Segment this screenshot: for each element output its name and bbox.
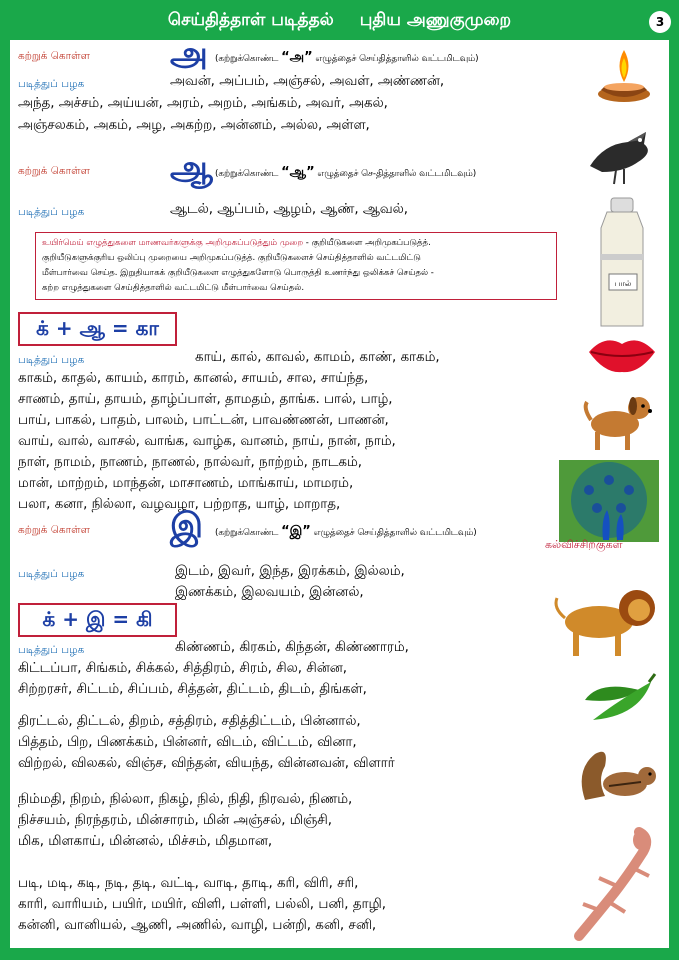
bottom-frame <box>0 948 679 960</box>
note-i: (கற்றுக்கொண்ட “இ” எழுத்தைச் செய்தித்தாளில் வட்டமிடவும்) <box>215 524 477 539</box>
word-line: காரி, வாரியம், பயிர், மயிர், விளி, பள்ளி, பல்லி, பனி, தாழி, <box>18 897 386 912</box>
word-line: காய், கால், காவல், காமம், காண், காகம், <box>195 350 440 365</box>
word-line: பித்தம், பிற, பிணக்கம், பின்னர், விடம், விட்டம், வினா, <box>18 735 357 750</box>
letter-i: இ <box>170 506 204 546</box>
formula-ki: க் + இ = கி <box>18 603 177 637</box>
practice-label-ki: படித்துப் பழக <box>18 644 85 656</box>
word-line: விற்றல், விலகல், விஞ்ச, விந்தன், வியந்த, வின்னவன், விளார் <box>18 756 395 771</box>
letter-aa: ஆ <box>170 148 213 188</box>
word-line: மான், மாற்றம், மாந்தன், மாசாணம், மாங்காய், மாமரம், <box>18 476 354 491</box>
info-heading: உயிர்மெய் எழுத்துகளை மாணவர்களுக்கு அறிமுகப்படுத்தும் முறை <box>42 238 304 248</box>
word-line: அஞ்சலகம், அகம், அழ, அகற்ற, அன்னம், அல்ல, அள்ள, <box>18 118 370 133</box>
word-line: இடம், இவர், இந்த, இரக்கம், இல்லம், <box>175 564 405 579</box>
practice-label-aa: படித்துப் பழக <box>18 206 85 218</box>
crow-icon <box>584 122 659 187</box>
header-title-right: புதிய அணுகுமுறை <box>359 10 512 30</box>
word-line: அந்த, அச்சம், அய்யன், அரம், அறம், அங்கம், அவர், அகல், <box>18 96 388 111</box>
formula-kaa: க் + ஆ = கா <box>18 312 177 346</box>
info-text: கற்ற எழுத்துகளை செய்தித்தாளில் வட்டமிட்டு மீள்பார்வை செய்தல். <box>42 283 305 293</box>
word-line: கிட்டப்பா, சிங்கம், சிக்கல், சித்திரம், சிரம், சில, சின்ன, <box>18 661 347 676</box>
practice-label-kaa: படித்துப் பழக <box>18 354 85 366</box>
practice-label-i: படித்துப் பழக <box>18 568 85 580</box>
word-line: கன்னி, வானியல், ஆணி, அணில், வாழி, பன்றி, கனி, சனி, <box>18 918 377 933</box>
word-line: நிச்சயம், நிரந்தரம், மின்சாரம், மின் அஞ்சல், மிஞ்சி, <box>18 813 333 828</box>
word-line: பலா, கனா, நில்லா, வழவழா, பற்றாத, யாழ், மாறாத, <box>18 497 341 512</box>
learn-label-aa: கற்றுக் கொள்ள <box>18 165 91 177</box>
practice-label-a: படித்துப் பழக <box>18 78 85 90</box>
milk-can-icon <box>585 194 659 334</box>
word-line: பாய், பாகல், பாதம், பாலம், பாட்டன், பாவண்ணன், பாணன், <box>18 413 389 428</box>
word-line: படி, மடி, கடி, நடி, தடி, வட்டி, வாடி, தாடி, கரி, விரி, சரி, <box>18 876 359 891</box>
worksheet <box>10 40 669 948</box>
word-line: நாள், நாமம், நாணம், நாணல், நால்வர், நாற்றம், நாடகம், <box>18 455 362 470</box>
word-line: நிம்மதி, நிறம், நில்லா, நிகழ், நில், நிதி, நிரவல், நிணம், <box>18 792 353 807</box>
info-text: - குறியீடுகளை அறிமுகப்படுத்த். <box>303 238 431 248</box>
word-line: இணக்கம், இலவயம், இன்னல், <box>175 585 364 600</box>
peacock-icon <box>559 460 659 542</box>
note-a: (கற்றுக்கொண்ட “அ” எழுத்தைச் செய்தித்தாளில் வட்டமிடவும்) <box>215 50 479 65</box>
picture-caption: கல்விச்சிறகுகள் <box>545 538 623 551</box>
word-line: சிற்றரசர், சிட்டம், சிப்பம், சித்தன், திட்டம், திடம், திங்கள், <box>18 682 367 697</box>
letter-a: அ <box>170 40 208 74</box>
teaching-method-box <box>35 232 557 300</box>
page-number: 3 <box>649 11 671 33</box>
chilli-icon <box>579 670 659 730</box>
word-line: கிண்ணம், கிரகம், கிந்தன், கிண்ணாரம், <box>175 640 409 655</box>
info-text: மீள்பார்வை செய்த. இறுதியாகக் குறியீடுகளை எழுத்துகளோடு பொருத்தி உணர்ந்து ஒலிக்கச் செய்தல் - <box>42 268 434 278</box>
word-line: சாணம், தாய், தாயம், தாழ்ப்பாள், தாமதம், தாங்க. பால், பாழ், <box>18 392 393 407</box>
word-line: அவன், அப்பம், அஞ்சல், அவள், அண்ணன், <box>170 74 445 89</box>
word-line: மிக, மிளகாய், மின்னல், மிச்சம், மிதமான, <box>18 834 273 849</box>
svg-text:பால்: பால் <box>614 279 632 288</box>
page-header <box>0 0 679 42</box>
lips-icon <box>585 330 659 376</box>
word-line: காகம், காதல், காயம், காரம், கானல், சாயம், சால, சாய்ந்த, <box>18 371 369 386</box>
word-line: திரட்டல், திட்டல், திறம், சத்திரம், சதித்திட்டம், பின்னால், <box>18 714 361 729</box>
word-line: ஆடல், ஆப்பம், ஆழம், ஆண், ஆவல், <box>170 202 408 217</box>
lion-icon <box>551 578 663 660</box>
note-aa: (கற்றுக்கொண்ட “ஆ” எழுத்தைச் செ-தித்தாளில் வட்டமிடவும்) <box>215 165 477 180</box>
dog-icon <box>579 386 659 454</box>
lamp-icon <box>589 44 659 104</box>
learn-label-i: கற்றுக் கொள்ள <box>18 524 91 536</box>
learn-label-a: கற்றுக் கொள்ள <box>18 50 91 62</box>
lizard-icon <box>569 826 659 942</box>
info-text: குறியீடுகளுக்குரிய ஒலிப்பு முறையை அறிமுகப்படுத்த். குறியீடுகளைச் செய்தித்தாளில் வட்டமிட்டு <box>42 253 421 263</box>
header-title-left: செய்தித்தாள் படித்தல் <box>167 10 334 30</box>
squirrel-icon <box>575 740 659 810</box>
word-line: வாய், வால், வாசல், வாங்க, வாழ்க, வானம், நாய், நான், நாம், <box>18 434 396 449</box>
